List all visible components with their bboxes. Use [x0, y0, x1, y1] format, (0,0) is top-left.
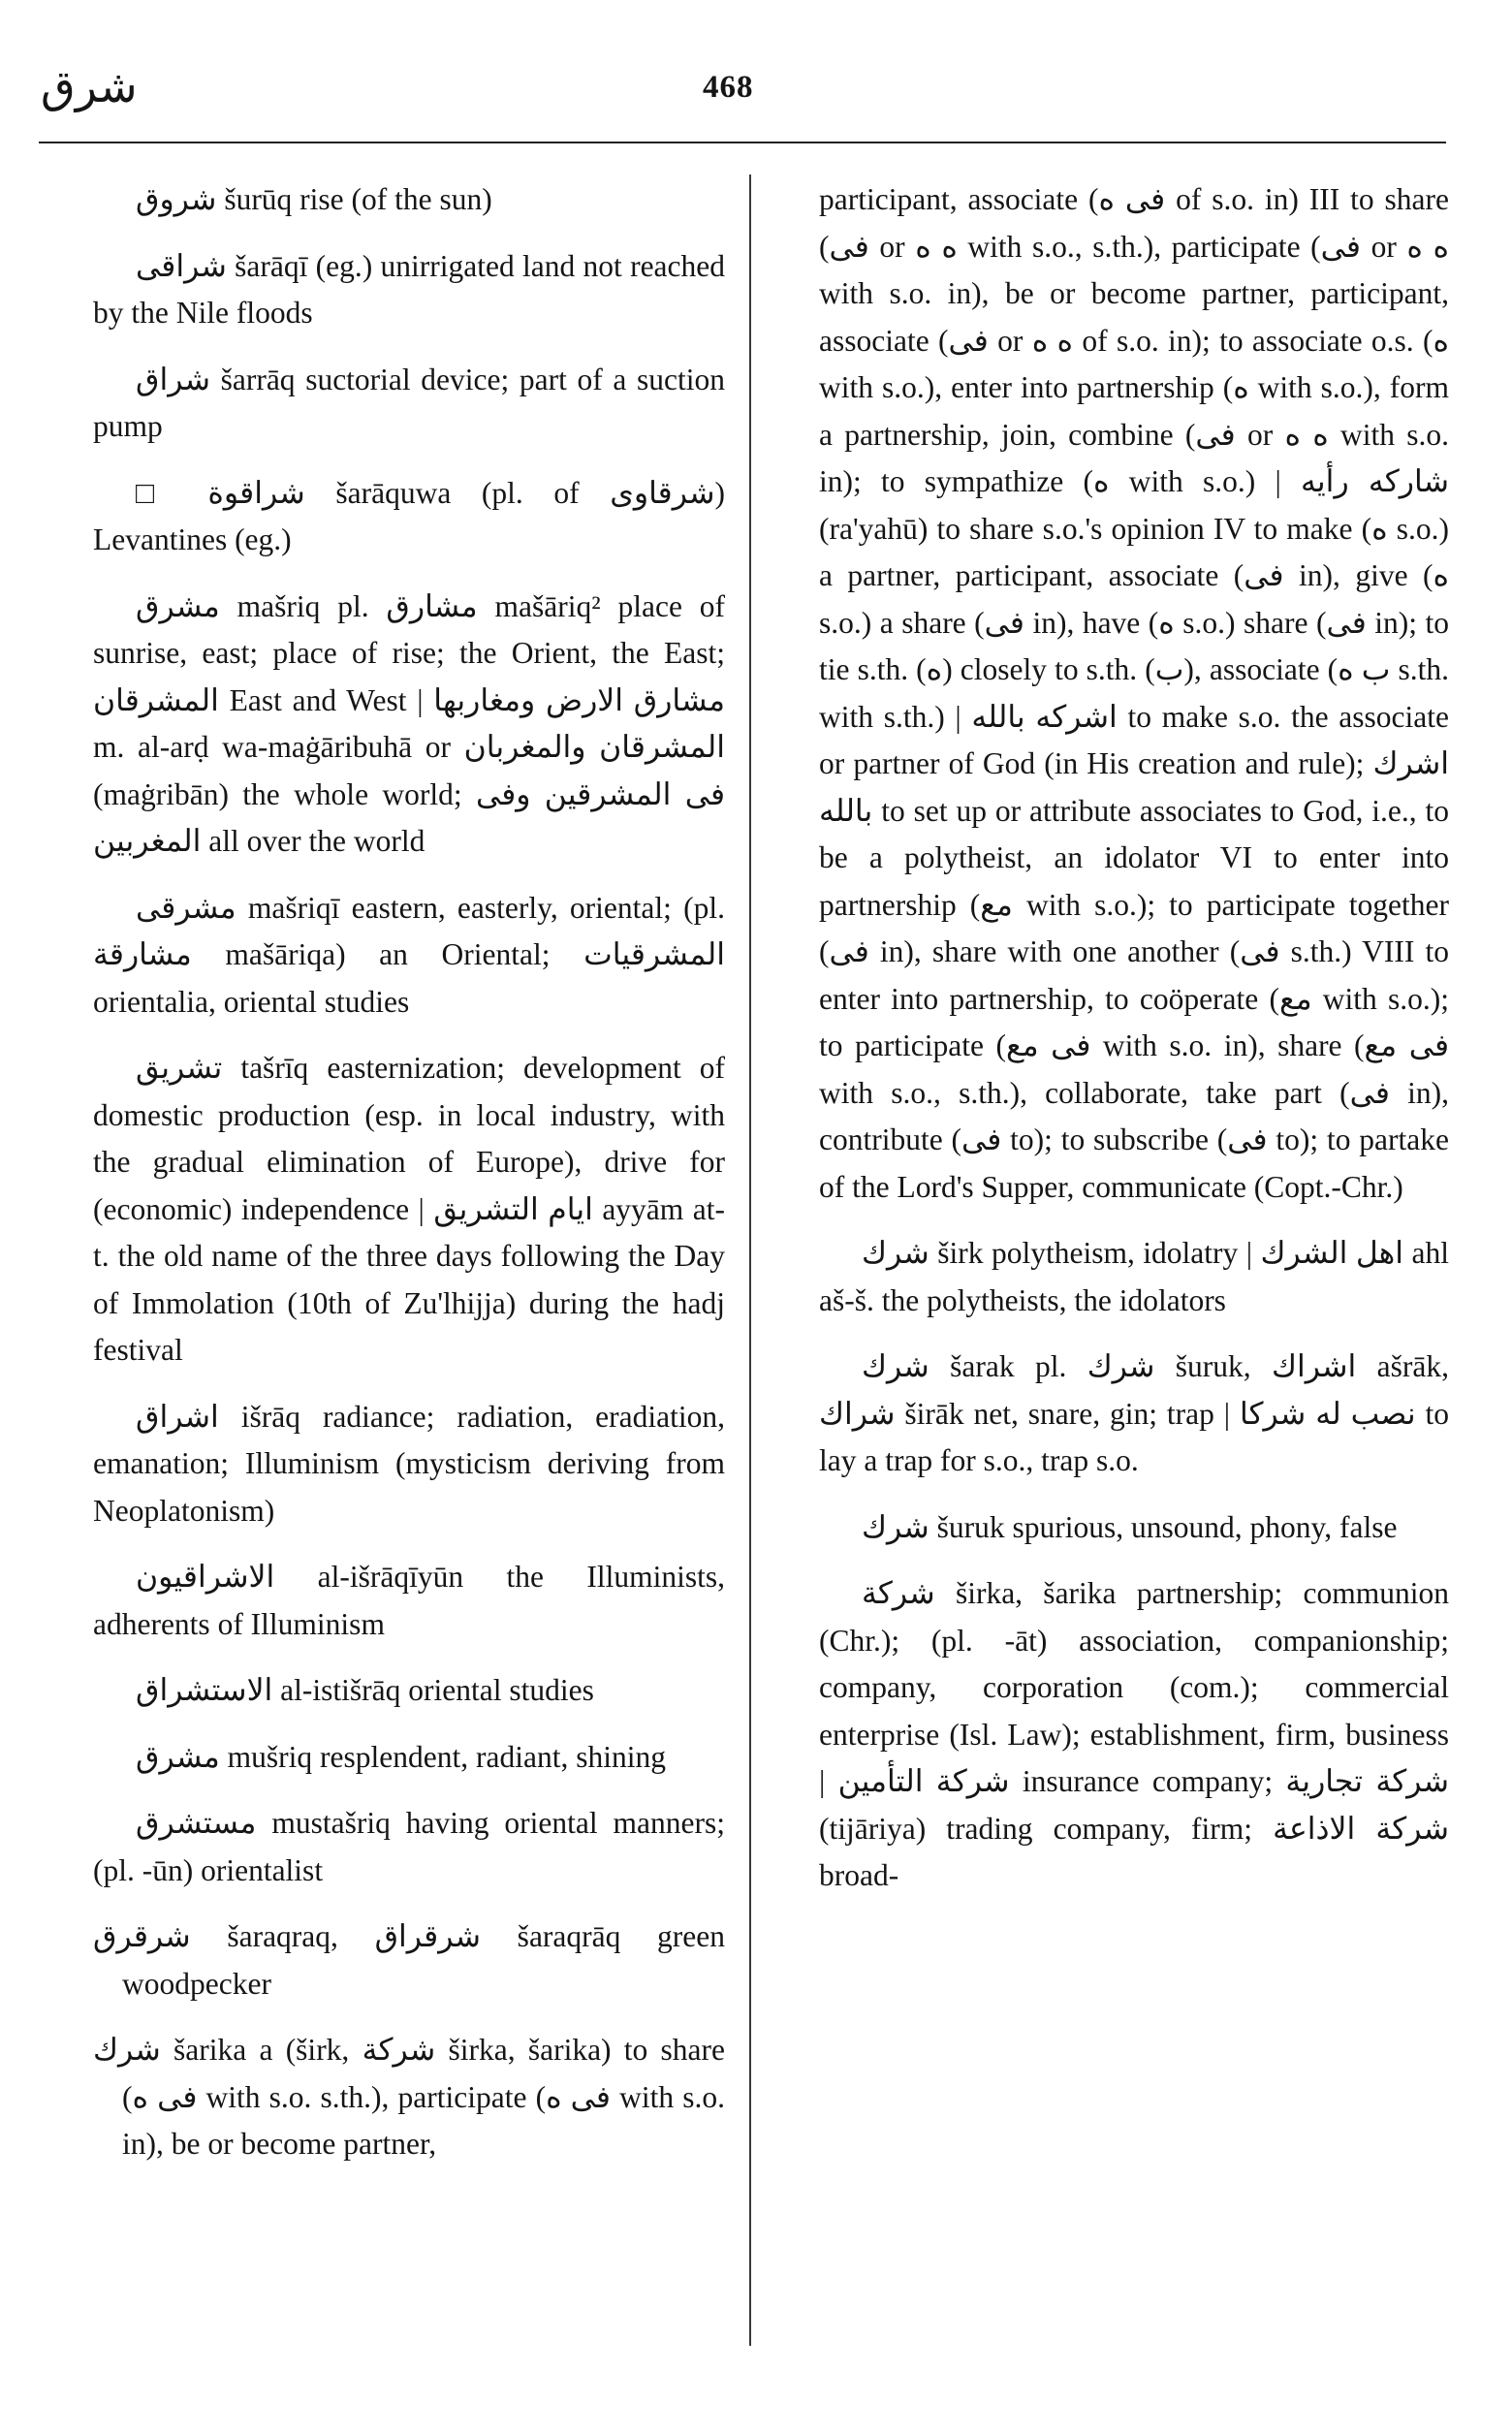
entry-paragraph: مشرق mašriq pl. مشارق mašāriq² place of sunrise, east; place of rise; the Orient, the East; المشرقان East and West | مشارق الارض ومغاربها m. al-arḍ wa-maġāribuhā or المشرقان والمغربان (maġribān) the whole world; فى المشرقين وفى المغربين all over the world	[93, 588, 726, 858]
entry-paragraph: مشرقى mašriqī eastern, easterly, oriental; (pl. مشارقة mašāriqa) an Oriental; المشرقيات orientalia, oriental studies	[93, 890, 725, 1019]
column-divider	[749, 174, 751, 2346]
root-entry-paragraph: شرك šarika a (širk, شركة širka, šarika) to share (فى ه with s.o. s.th.), participate (فى ه with s.o. in), be or become partner,	[93, 2033, 725, 2161]
entry-paragraph: الاستشراق al-istišrāq oriental studies	[136, 1673, 594, 1707]
entry-paragraph: شرك šuruk spurious, unsound, phony, false	[862, 1509, 1398, 1544]
running-head-word: شرق	[41, 60, 138, 112]
entry-paragraph: □ شراقوة šarāquwa (pl. of شرقاوى) Levantines (eg.)	[93, 475, 726, 556]
entry-paragraph: شراقى šarāqī (eg.) unirrigated land not reached by the Nile floods	[93, 248, 725, 330]
entry-paragraph: شركة širka, šarika partnership; communion (Chr.); (pl. -āt) association, companionship; company, corporation (com.); commercial enterprise (Isl. Law); establishment, firm, business | شركة التأمين insurance company; شركة تجارية (tijāriya) trading company, firm; شركة الاذاعة broad-	[819, 1576, 1449, 1892]
entry-paragraph: اشراق išrāq radiance; radiation, eradiation, emanation; Illuminism (mysticism deriving from Neoplatonism)	[93, 1399, 725, 1528]
header-rule	[39, 142, 1446, 143]
entry-paragraph: تشريق tašrīq easternization; development of domestic production (esp. in local industry, with the gradual elimination of Europe), drive for (economic) independence | ايام التشريق ayyām at-t. the old name of the three days following the Day of Immolation (10th of Zu'lhijja) during the hadj festival	[93, 1051, 726, 1367]
entry-paragraph: شرك šarak pl. شرك šuruk, اشراك ašrāk, شراك širāk net, snare, gin; trap | نصب له شركا to lay a trap for s.o., trap s.o.	[819, 1349, 1449, 1477]
right-column	[819, 176, 1449, 1919]
root-entry-paragraph: شرقرق šaraqraq, شرقراق šaraqrāq green woodpecker	[93, 1919, 726, 2001]
entry-paragraph: شراق šarrāq suctorial device; part of a suction pump	[93, 362, 725, 443]
entry-paragraph: شرك širk polytheism, idolatry | اهل الشرك ahl aš-š. the polytheists, the idolators	[819, 1236, 1450, 1317]
entry-paragraph: شروق šurūq rise (of the sun)	[136, 182, 492, 216]
entry-paragraph: مستشرق mustašriq having oriental manners; (pl. -ūn) orientalist	[93, 1806, 725, 1887]
entry-paragraph: مشرق mušriq resplendent, radiant, shining	[136, 1739, 666, 1774]
entry-continuation: participant, associate (فى ه of s.o. in) III to share (فى or ه ه with s.o., s.th.), participate (فى or ه ه with s.o. in), be or become partner, participant, associate (فى or ه ه of s.o. in); to associate o.s. (ه with s.o.), enter into partnership (ه with s.o.), form a partnership, join, combine (فى or ه ه with s.o. in); to sympathize (ه with s.o.) | شاركه رأيه (ra'yahū) to share s.o.'s opinion IV to make (ه s.o.) a partner, participant, associate (فى in), give (ه s.o.) a share (فى in), have (ه s.o.) share (فى in); to tie s.th. (ه) closely to s.th. (ب), associate (ب ه s.th. with s.th.) | اشركه بالله to make s.o. the associate or partner of God (in His creation and rule); اشرك بالله to set up or attribute associates to God, i.e., to be a polytheist, an idolator VI to enter into partnership (مع with s.o.); to participate together (فى in), share with one another (فى s.th.) VIII to enter into partnership, to coöperate (مع with s.o.); to participate (فى مع with s.o. in), share (فى مع with s.o., s.th.), collaborate, take part (فى in), contribute (فى to); to subscribe (فى to); to partake of the Lord's Supper, communicate (Copt.-Chr.)	[819, 182, 1450, 1204]
entry-paragraph: الاشراقيون al-išrāqīyūn the Illuminists, adherents of Illuminism	[93, 1560, 725, 1641]
page-number: 468	[703, 70, 754, 105]
left-column	[93, 176, 725, 2188]
